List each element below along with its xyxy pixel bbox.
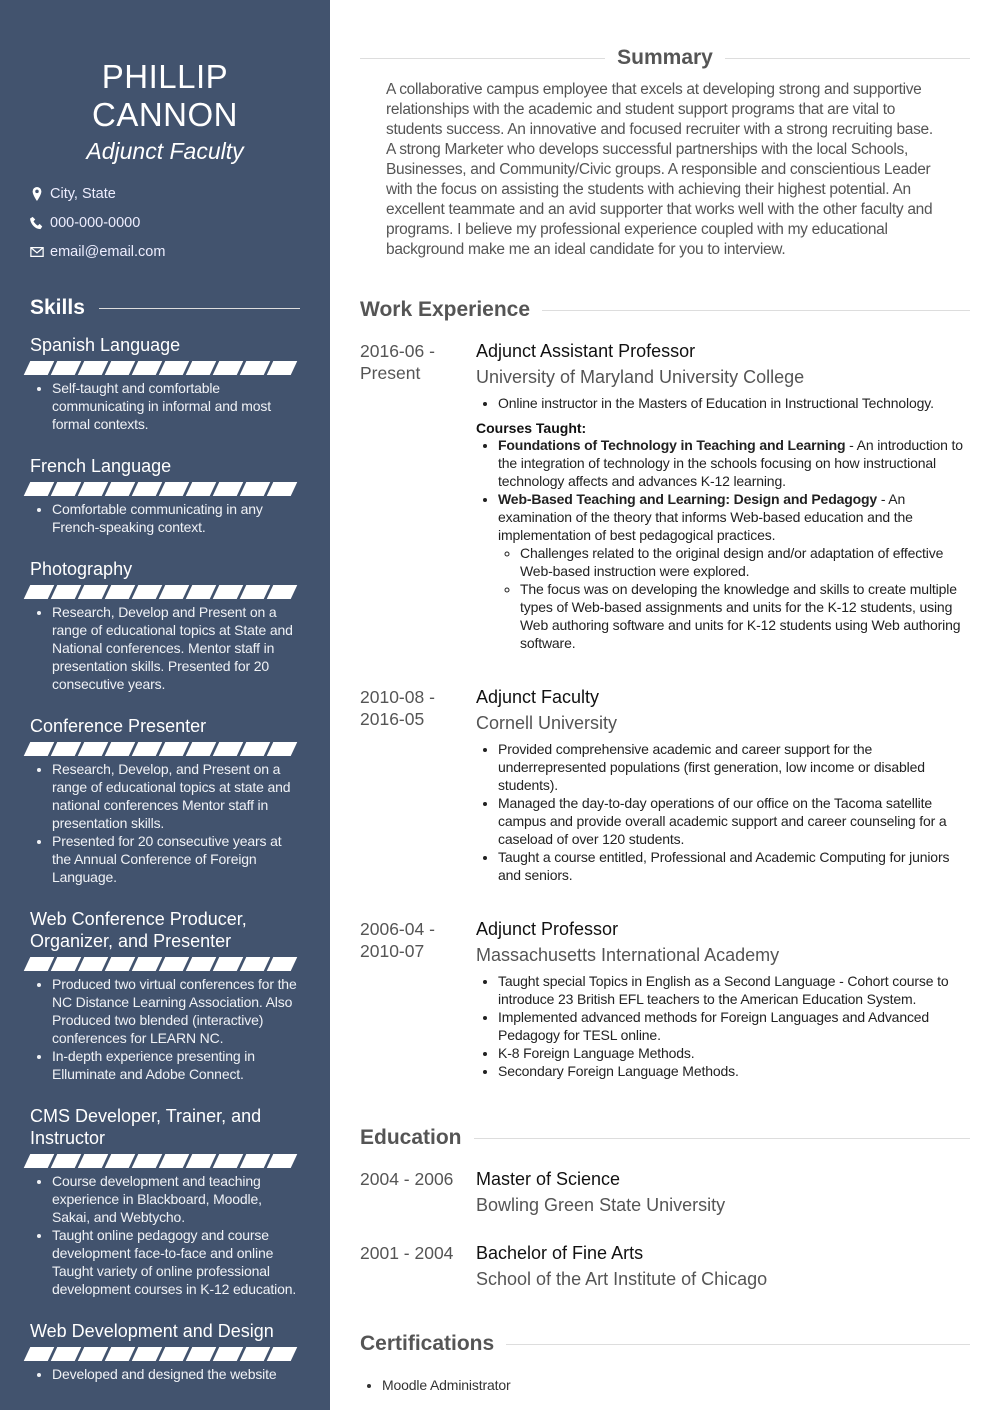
degree: Bachelor of Fine Arts — [476, 1243, 644, 1263]
skill-bullets — [30, 975, 300, 1083]
skill-level-segment — [186, 1347, 217, 1361]
skill-level-bar — [27, 1154, 300, 1168]
skill-level-segment — [132, 957, 163, 971]
job-bullet: • Taught a course entitled, Professional and Academic Computing for juniors and seniors. — [498, 848, 970, 884]
skill-level-segment — [78, 1347, 109, 1361]
job-date: 2010-08 - 2016-05 — [360, 687, 435, 729]
skill-level-segment — [240, 482, 271, 496]
skill-level-segment — [267, 482, 298, 496]
skill-level-segment — [213, 1154, 244, 1168]
skill-level-segment — [105, 957, 136, 971]
education-entry — [360, 1242, 970, 1290]
skill-name: Web Conference Producer, Organizer, and Presenter — [30, 909, 247, 951]
work-heading: Work Experience — [360, 298, 970, 322]
email-icon — [30, 245, 44, 259]
skill-bullets — [30, 1365, 300, 1383]
skill-bullets — [30, 379, 300, 433]
skill-level-bar — [27, 585, 300, 599]
skill-level-segment — [159, 1154, 190, 1168]
skill-level-segment — [105, 1347, 136, 1361]
job-entry — [360, 340, 970, 652]
skill-level-segment — [186, 585, 217, 599]
course-subitem: ◦ Challenges related to the original design and/or adaptation of effective Web-based instruction were explored. — [520, 544, 970, 580]
skill-level-segment — [159, 957, 190, 971]
skill-item — [30, 558, 300, 693]
skill-level-segment — [132, 1154, 163, 1168]
skill-level-segment — [51, 1154, 82, 1168]
skill-level-segment — [24, 585, 55, 599]
skill-level-segment — [186, 361, 217, 375]
skill-bullet: • Comfortable communicating in any French-speaking context. — [52, 500, 300, 536]
job-bullet: • Taught special Topics in English as a Second Language - Cohort course to introduce 23 British EFL teachers to the American Education System. — [498, 972, 970, 1008]
skill-bullets — [30, 500, 300, 536]
skill-name: French Language — [30, 456, 172, 476]
certification-item: • Moodle Administrator — [382, 1376, 970, 1394]
skill-level-segment — [267, 585, 298, 599]
skill-level-segment — [240, 1347, 271, 1361]
course-name: Web-Based Teaching and Learning: Design and Pedagogy — [498, 491, 878, 507]
certifications-heading: Certifications — [360, 1332, 970, 1356]
skill-bullet: • Presented for 20 consecutive years at the Annual Conference of Foreign Language. — [52, 832, 300, 886]
skill-level-segment — [213, 361, 244, 375]
skill-level-segment — [51, 585, 82, 599]
skill-level-segment — [213, 1347, 244, 1361]
skill-level-segment — [78, 361, 109, 375]
skill-bullet: • Course development and teaching experience in Blackboard, Moodle, Sakai, and Webtycho. — [52, 1172, 300, 1226]
skill-bullets — [30, 603, 300, 693]
job-bullet: • Implemented advanced methods for Foreign Languages and Advanced Pedagogy for TESL online. — [498, 1008, 970, 1044]
skill-level-segment — [24, 361, 55, 375]
education-date: 2001 - 2004 — [360, 1243, 454, 1263]
skill-level-segment — [132, 361, 163, 375]
skill-level-segment — [213, 585, 244, 599]
skill-name: Web Development and Design — [30, 1321, 274, 1341]
skill-level-segment — [213, 957, 244, 971]
phone-icon — [30, 216, 44, 230]
skill-level-segment — [186, 742, 217, 756]
job-bullet: • K-8 Foreign Language Methods. — [498, 1044, 970, 1062]
skill-item — [30, 1320, 300, 1383]
skill-bullet: • Self-taught and comfortable communicating in informal and most formal contexts. — [52, 379, 300, 433]
education-body — [476, 1168, 970, 1216]
skill-level-segment — [132, 482, 163, 496]
skill-name: Conference Presenter — [30, 716, 207, 736]
summary-text: A collaborative campus employee that excels at developing strong and supportive relationships with the academic and student support programs that are vital to students success. An innovative and focused recruiter with a strong recruiting base. A strong Marketer who develops successful partnerships with the local Schools, Businesses, and Community/Civic groups. A responsible and conscientious Leader with the focus on assisting the students with achieving their highest potential. An excellent teammate and an avid supporter that works well with the other faculty and programs. I believe my professional experience coupled with my educational background make me an ideal candidate for you to interview. — [386, 81, 933, 258]
skill-name: Photography — [30, 559, 133, 579]
course-subitems — [498, 544, 970, 652]
course-desc: - An introduction to the integration of technology in the schools focusing on how instructional technology affects and advances K-12 learning. — [498, 437, 963, 489]
skill-level-segment — [51, 1347, 82, 1361]
skill-bullet: • Research, Develop, and Present on a range of educational topics at state and national conferences Mentor staff in presentation skills. — [52, 760, 300, 832]
skill-level-segment — [51, 742, 82, 756]
skill-level-segment — [240, 957, 271, 971]
skill-level-segment — [132, 585, 163, 599]
skill-item — [30, 908, 300, 1083]
skill-level-bar — [27, 1347, 300, 1361]
certifications-list — [360, 1376, 970, 1394]
skill-name: CMS Developer, Trainer, and Instructor — [30, 1106, 262, 1148]
divider — [99, 308, 300, 309]
skill-level-segment — [132, 1347, 163, 1361]
job-title: Adjunct Assistant Professor — [476, 341, 696, 361]
courses-list — [476, 436, 970, 652]
skills-heading: Skills — [30, 296, 300, 320]
job-date: 2006-04 - 2010-07 — [360, 919, 435, 961]
skill-level-bar — [27, 361, 300, 375]
skill-level-segment — [159, 1347, 190, 1361]
main-content — [360, 0, 970, 1394]
skill-level-segment — [213, 742, 244, 756]
skill-bullet: • In-depth experience presenting in Elluminate and Adobe Connect. — [52, 1047, 300, 1083]
location-pin-icon — [30, 187, 44, 201]
skill-level-segment — [51, 482, 82, 496]
skill-level-segment — [105, 482, 136, 496]
skill-level-segment — [24, 957, 55, 971]
skill-level-segment — [105, 361, 136, 375]
job-entry — [360, 686, 970, 884]
courses-label: Courses Taught: — [476, 420, 587, 436]
skill-level-segment — [78, 482, 109, 496]
skill-level-segment — [24, 1347, 55, 1361]
skill-bullet: • Research, Develop and Present on a range of educational topics at State and National conferences. Mentor staff in presentation skills. Presented for 20 consecutive years. — [52, 603, 300, 693]
skill-level-bar — [27, 482, 300, 496]
skill-name: Spanish Language — [30, 335, 181, 355]
job-bullet: • Online instructor in the Masters of Education in Instructional Technology. — [498, 394, 970, 412]
skill-item — [30, 1105, 300, 1298]
skill-level-segment — [24, 1154, 55, 1168]
course-subitem: ◦ The focus was on developing the knowledge and skills to create multiple types of Web-based assignments and units for the K-12 students, using Web authoring software and units for K-12 students using Web authoring software. — [520, 580, 970, 652]
skill-level-segment — [240, 1154, 271, 1168]
skill-item — [30, 334, 300, 433]
skill-level-segment — [78, 1154, 109, 1168]
sidebar — [0, 0, 330, 1410]
job-company: University of Maryland University College — [476, 367, 805, 387]
course-desc: - An examination of the theory that informs Web-based education and the implementation of best pedagogical practices. — [498, 491, 913, 543]
job-date: 2016-06 - Present — [360, 341, 435, 383]
contact-info — [30, 179, 300, 266]
skill-level-segment — [105, 585, 136, 599]
skill-level-segment — [159, 742, 190, 756]
job-bullets — [476, 394, 970, 412]
skill-level-segment — [186, 1154, 217, 1168]
education-entry — [360, 1168, 970, 1216]
skill-level-segment — [24, 742, 55, 756]
skill-item — [30, 715, 300, 886]
skills-list — [30, 334, 300, 1383]
job-body — [476, 340, 970, 652]
skill-level-segment — [105, 742, 136, 756]
skill-level-segment — [159, 482, 190, 496]
skill-item — [30, 455, 300, 536]
course-item — [498, 490, 970, 652]
skill-bullet: • Produced two virtual conferences for the NC Distance Learning Association. Also Produced two blended (interactive) conferences for LEARN NC. — [52, 975, 300, 1047]
skill-level-segment — [159, 361, 190, 375]
degree: Master of Science — [476, 1169, 621, 1189]
school: School of the Art Institute of Chicago — [476, 1269, 768, 1289]
summary-heading: Summary — [360, 46, 970, 70]
skill-level-segment — [267, 742, 298, 756]
school: Bowling Green State University — [476, 1195, 726, 1215]
job-body — [476, 918, 970, 1080]
skill-level-segment — [78, 585, 109, 599]
course-name: Foundations of Technology in Teaching and Learning — [498, 437, 846, 453]
education-list — [360, 1168, 970, 1290]
skill-level-segment — [51, 957, 82, 971]
skill-level-segment — [78, 957, 109, 971]
email[interactable]: email@email.com — [50, 243, 166, 260]
skill-level-segment — [24, 482, 55, 496]
skill-level-segment — [240, 585, 271, 599]
skill-level-segment — [78, 742, 109, 756]
skill-level-bar — [27, 742, 300, 756]
job-bullet: • Provided comprehensive academic and career support for the underrepresented populations (first generation, low income or disabled students). — [498, 740, 970, 794]
candidate-name: PHILLIP CANNON — [91, 58, 238, 133]
course-item — [498, 436, 970, 490]
job-bullet: • Secondary Foreign Language Methods. — [498, 1062, 970, 1080]
job-bullet: • Managed the day-to-day operations of our office on the Tacoma satellite campus and provide overall academic support and career counseling for a caseload of over 120 students. — [498, 794, 970, 848]
job-entry — [360, 918, 970, 1080]
education-date: 2004 - 2006 — [360, 1169, 454, 1189]
skill-level-segment — [186, 482, 217, 496]
job-company: Cornell University — [476, 713, 618, 733]
skill-bullets — [30, 760, 300, 886]
skill-level-segment — [267, 957, 298, 971]
skill-level-segment — [159, 585, 190, 599]
education-body — [476, 1242, 970, 1290]
job-title: Adjunct Professor — [476, 919, 619, 939]
skill-level-segment — [132, 742, 163, 756]
skill-level-segment — [267, 1347, 298, 1361]
job-bullets — [476, 740, 970, 884]
skill-level-segment — [267, 361, 298, 375]
job-bullets — [476, 972, 970, 1080]
skill-level-segment — [240, 742, 271, 756]
skill-bullet: • Taught online pedagogy and course development face-to-face and online Taught variety of online professional development courses in K-12 education. — [52, 1226, 300, 1298]
job-company: Massachusetts International Academy — [476, 945, 780, 965]
skill-bullets — [30, 1172, 300, 1298]
job-body — [476, 686, 970, 884]
phone: 000-000-0000 — [50, 214, 141, 231]
skill-level-segment — [105, 1154, 136, 1168]
skill-level-segment — [240, 361, 271, 375]
location: City, State — [50, 185, 116, 202]
skill-level-segment — [51, 361, 82, 375]
skill-level-segment — [213, 482, 244, 496]
skill-level-segment — [267, 1154, 298, 1168]
skill-level-bar — [27, 957, 300, 971]
candidate-title: Adjunct Faculty — [86, 138, 244, 164]
education-heading: Education — [360, 1126, 970, 1150]
job-title: Adjunct Faculty — [476, 687, 600, 707]
work-list — [360, 340, 970, 1080]
skill-bullet: • Developed and designed the website — [52, 1365, 300, 1383]
skill-level-segment — [186, 957, 217, 971]
